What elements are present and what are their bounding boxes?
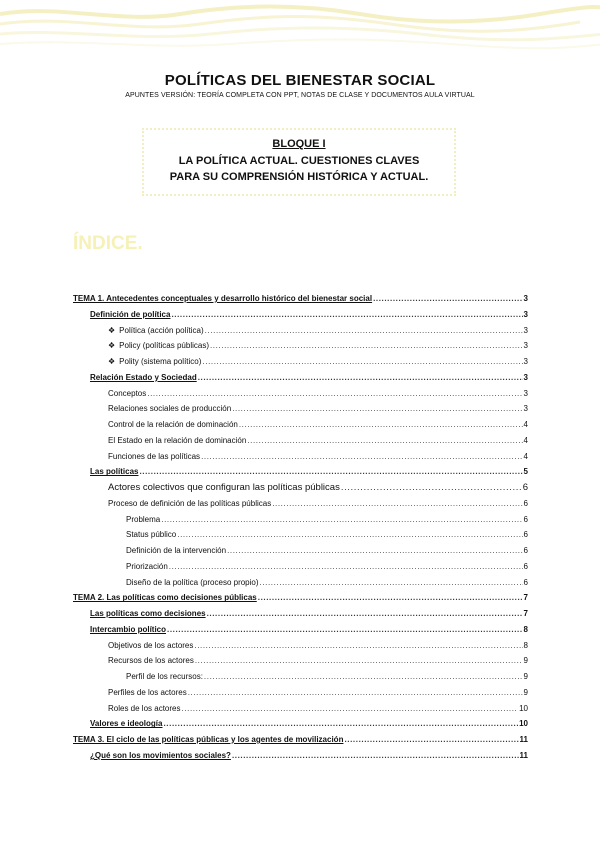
- toc-page-number: 6: [523, 498, 528, 508]
- toc-leader-dots: [163, 717, 518, 731]
- toc-page-number: 8: [523, 624, 528, 634]
- toc-page-number: 3: [523, 357, 528, 366]
- toc-leader-dots: [239, 418, 523, 432]
- toc-entry[interactable]: [126, 670, 528, 684]
- toc-leader-dots: [260, 576, 523, 590]
- toc-leader-dots: [247, 434, 522, 448]
- toc-page-number: 5: [523, 467, 528, 477]
- toc-entry-title: Proceso de definición de las políticas públicas: [108, 498, 272, 508]
- toc-leader-dots: [202, 355, 522, 369]
- toc-page-number: 3: [523, 372, 528, 382]
- toc-page-number: 6: [522, 482, 528, 493]
- toc-entry-title: Intercambio político: [90, 624, 167, 634]
- toc-entry[interactable]: [108, 450, 528, 464]
- toc-page-number: 9: [523, 672, 528, 681]
- toc-page-number: 6: [523, 561, 528, 571]
- toc-entry-title: Perfiles de los actores: [108, 687, 187, 697]
- toc-entry-title: TEMA 2. Las políticas como decisiones públicas: [73, 593, 257, 603]
- toc-entry[interactable]: [90, 607, 528, 621]
- toc-entry-title: Control de la relación de dominación: [108, 420, 238, 429]
- toc-leader-dots: [169, 560, 523, 574]
- toc-leader-dots: [227, 544, 522, 558]
- toc-entry[interactable]: [108, 339, 528, 353]
- toc-entry-title: Roles de los actores: [108, 703, 181, 713]
- toc-page-number: 11: [519, 750, 528, 760]
- toc-page-number: 6: [523, 514, 528, 524]
- toc-page-number: 8: [523, 640, 528, 650]
- toc-leader-dots: [272, 497, 522, 511]
- toc-leader-dots: [373, 292, 522, 306]
- toc-entry[interactable]: [108, 702, 528, 716]
- toc-leader-dots: [171, 308, 522, 322]
- toc-entry[interactable]: [108, 481, 528, 495]
- toc-leader-dots: [161, 513, 522, 527]
- toc-page-number: 7: [523, 593, 528, 603]
- toc-entry-title: Las políticas: [90, 467, 139, 477]
- toc-leader-dots: [204, 670, 523, 684]
- diamond-bullet-icon: ❖: [108, 325, 116, 335]
- toc-leader-dots: [177, 528, 522, 542]
- toc-leader-dots: [232, 402, 522, 416]
- toc-entry[interactable]: [108, 355, 528, 369]
- toc-leader-dots: [188, 686, 523, 700]
- toc-entry[interactable]: [126, 560, 528, 574]
- toc-entry-title: Relaciones sociales de producción: [108, 404, 232, 414]
- toc-leader-dots: [341, 481, 522, 495]
- block-heading-box: [142, 128, 456, 196]
- toc-entry-title: Funciones de las políticas: [108, 451, 201, 461]
- toc-entry-title: Perfil de los recursos:: [126, 672, 203, 681]
- toc-entry[interactable]: [108, 402, 528, 416]
- toc-page-number: 4: [523, 451, 528, 461]
- toc-entry[interactable]: [108, 639, 528, 653]
- toc-entry[interactable]: [90, 623, 528, 637]
- toc-entry-title: Política (acción política): [119, 325, 204, 335]
- toc-leader-dots: [258, 591, 523, 605]
- toc-leader-dots: [232, 749, 519, 763]
- decorative-wave-header: [0, 0, 600, 60]
- toc-entry[interactable]: [108, 497, 528, 511]
- toc-entry-title: Definición de política: [90, 309, 171, 319]
- toc-entry[interactable]: [90, 749, 528, 763]
- diamond-bullet-icon: ❖: [108, 357, 116, 366]
- toc-entry-title: Valores e ideología: [90, 719, 163, 729]
- toc-page-number: 3: [523, 388, 528, 398]
- block-title-line-2: PARA SU COMPRENSIÓN HISTÓRICA Y ACTUAL.: [169, 171, 429, 183]
- toc-entry[interactable]: [126, 513, 528, 527]
- toc-entry-title: Actores colectivos que configuran las políticas públicas: [108, 482, 340, 493]
- diamond-bullet-icon: ❖: [108, 341, 116, 351]
- toc-page-number: 10: [519, 703, 528, 713]
- toc-leader-dots: [210, 339, 523, 353]
- toc-entry[interactable]: [73, 292, 528, 306]
- toc-page-number: 3: [523, 404, 528, 414]
- toc-page-number: 6: [523, 577, 528, 587]
- index-heading: ÍNDICE.: [73, 233, 143, 254]
- toc-entry-title: Conceptos: [108, 388, 147, 398]
- toc-entry-title: TEMA 3. El ciclo de las políticas públicas y los agentes de movilización: [73, 735, 344, 744]
- toc-entry[interactable]: [73, 733, 528, 747]
- block-title-line-1: LA POLÍTICA ACTUAL. CUESTIONES CLAVES: [178, 155, 420, 167]
- toc-page-number: 3: [523, 325, 528, 335]
- toc-entry-title: Las políticas como decisiones: [90, 609, 206, 618]
- document-subtitle: APUNTES VERSIÓN: TEORÍA COMPLETA CON PPT, NOTAS DE CLASE Y DOCUMENTOS AULA VIRTUAL: [125, 92, 475, 99]
- toc-page-number: 4: [523, 420, 528, 429]
- toc-page-number: 4: [523, 435, 528, 445]
- toc-entry[interactable]: [108, 654, 528, 668]
- toc-entry[interactable]: [126, 528, 528, 542]
- toc-page-number: 11: [519, 735, 528, 744]
- toc-entry-title: Definición de la intervención: [126, 546, 227, 555]
- toc-page-number: 7: [523, 609, 528, 618]
- toc-page-number: 3: [523, 294, 528, 303]
- toc-entry[interactable]: [126, 544, 528, 558]
- toc-entry-title: Status público: [126, 530, 177, 540]
- toc-entry-title: ¿Qué son los movimientos sociales?: [90, 750, 231, 760]
- toc-leader-dots: [167, 623, 523, 637]
- toc-leader-dots: [201, 450, 522, 464]
- block-label: BLOQUE I: [272, 138, 326, 150]
- toc-page-number: 3: [523, 341, 528, 351]
- toc-page-number: 6: [523, 530, 528, 540]
- toc-entry-title: Objetivos de los actores: [108, 640, 194, 650]
- toc-leader-dots: [344, 733, 518, 747]
- toc-entry[interactable]: [126, 576, 528, 590]
- toc-entry[interactable]: [90, 465, 528, 479]
- toc-entry[interactable]: [73, 591, 528, 605]
- toc-entry-title: TEMA 1. Antecedentes conceptuales y desarrollo histórico del bienestar social: [73, 294, 373, 303]
- toc-leader-dots: [181, 702, 518, 716]
- toc-entry[interactable]: [90, 717, 528, 731]
- toc-page-number: 3: [523, 309, 528, 319]
- toc-leader-dots: [147, 387, 522, 401]
- toc-leader-dots: [207, 607, 523, 621]
- toc-entry[interactable]: [90, 308, 528, 322]
- toc-entry-title: Priorización: [126, 561, 168, 571]
- toc-leader-dots: [195, 654, 523, 668]
- toc-page-number: 9: [523, 656, 528, 666]
- toc-leader-dots: [194, 639, 522, 653]
- toc-entry-title: Relación Estado y Sociedad: [90, 372, 197, 382]
- toc-page-number: 9: [523, 687, 528, 697]
- toc-entry[interactable]: [108, 324, 528, 338]
- toc-entry[interactable]: [108, 418, 528, 432]
- toc-entry-title: Polity (sistema político): [119, 357, 202, 366]
- toc-leader-dots: [198, 371, 523, 385]
- toc-entry-title: Recursos de los actores: [108, 656, 194, 666]
- toc-entry[interactable]: [108, 387, 528, 401]
- toc-page-number: 6: [523, 546, 528, 555]
- toc-leader-dots: [205, 324, 523, 338]
- toc-entry[interactable]: [108, 434, 528, 448]
- toc-entry[interactable]: [90, 371, 528, 385]
- toc-page-number: 10: [519, 719, 528, 729]
- toc-entry-title: El Estado en la relación de dominación: [108, 435, 247, 445]
- toc-leader-dots: [139, 465, 522, 479]
- toc-entry-title: Problema: [126, 514, 161, 524]
- toc-entry-title: Diseño de la política (proceso propio): [126, 577, 259, 587]
- toc-entry-title: Policy (políticas públicas): [119, 341, 209, 351]
- document-title: POLÍTICAS DEL BIENESTAR SOCIAL: [164, 72, 436, 89]
- toc-entry[interactable]: [108, 686, 528, 700]
